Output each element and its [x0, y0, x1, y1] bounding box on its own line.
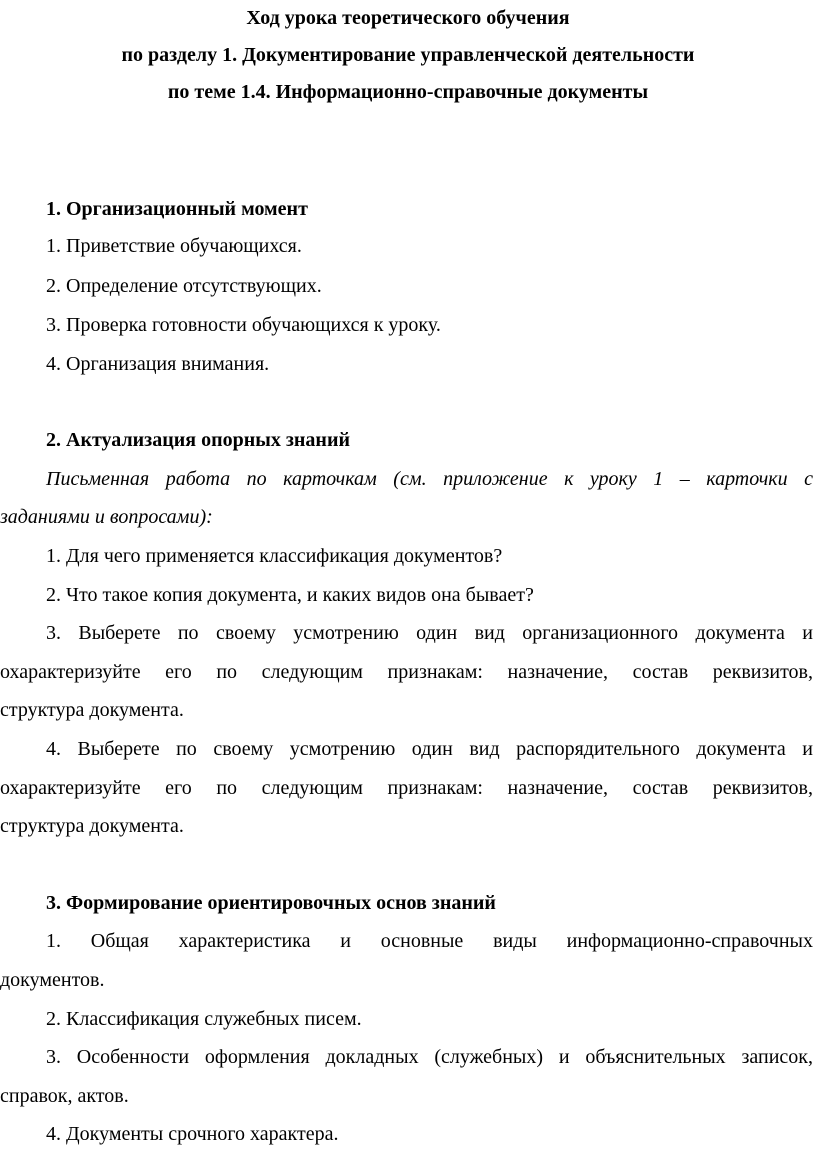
- section-2-item-3-line-3: структура документа.: [0, 699, 184, 721]
- section-3-item-2: 2. Классификация служебных писем.: [46, 1008, 362, 1030]
- section-2-intro-line-2: заданиями и вопросами):: [0, 506, 213, 528]
- title-line-1: Ход урока теоретического обучения: [246, 7, 570, 29]
- title-line-2: по разделу 1. Документирование управленческой деятельности: [121, 44, 695, 66]
- section-1-item: 3. Проверка готовности обучающихся к уроку.: [46, 314, 441, 336]
- section-3-heading: 3. Формирование ориентировочных основ знаний: [46, 892, 496, 914]
- title-line-3: по теме 1.4. Информационно-справочные документы: [167, 81, 649, 103]
- section-1-item: 2. Определение отсутствующих.: [46, 275, 322, 297]
- section-3-item-3-line-1: 3. Особенности оформления докладных (служебных) и объяснительных записок,: [46, 1046, 813, 1068]
- section-1-item: 4. Организация внимания.: [46, 353, 270, 375]
- section-1-item: 1. Приветствие обучающихся.: [46, 235, 302, 257]
- section-2-item-4-line-3: структура документа.: [0, 815, 184, 837]
- section-1-heading: 1. Организационный момент: [46, 198, 308, 220]
- section-2-intro-line-1: Письменная работа по карточкам (см. приложение к уроку 1 – карточки с: [46, 468, 813, 490]
- section-2-item-4-line-2: охарактеризуйте его по следующим признакам: назначение, состав реквизитов,: [0, 777, 813, 799]
- section-2-item-1: 1. Для чего применяется классификация документов?: [46, 545, 503, 567]
- section-2-item-4-line-1: 4. Выберете по своему усмотрению один вид распорядительного документа и: [46, 738, 813, 760]
- section-2-item-3-line-2: охарактеризуйте его по следующим признакам: назначение, состав реквизитов,: [0, 661, 813, 683]
- section-3-item-4: 4. Документы срочного характера.: [46, 1123, 339, 1145]
- section-2-item-3-line-1: 3. Выберете по своему усмотрению один вид организационного документа и: [46, 622, 813, 644]
- section-2-heading: 2. Актуализация опорных знаний: [46, 429, 351, 451]
- section-3-item-1-line-1: 1. Общая характеристика и основные виды информационно-справочных: [46, 930, 813, 952]
- section-2-item-2: 2. Что такое копия документа, и каких видов она бывает?: [46, 584, 534, 606]
- section-3-item-3-line-2: справок, актов.: [0, 1085, 129, 1107]
- section-3-item-1-line-2: документов.: [0, 969, 105, 991]
